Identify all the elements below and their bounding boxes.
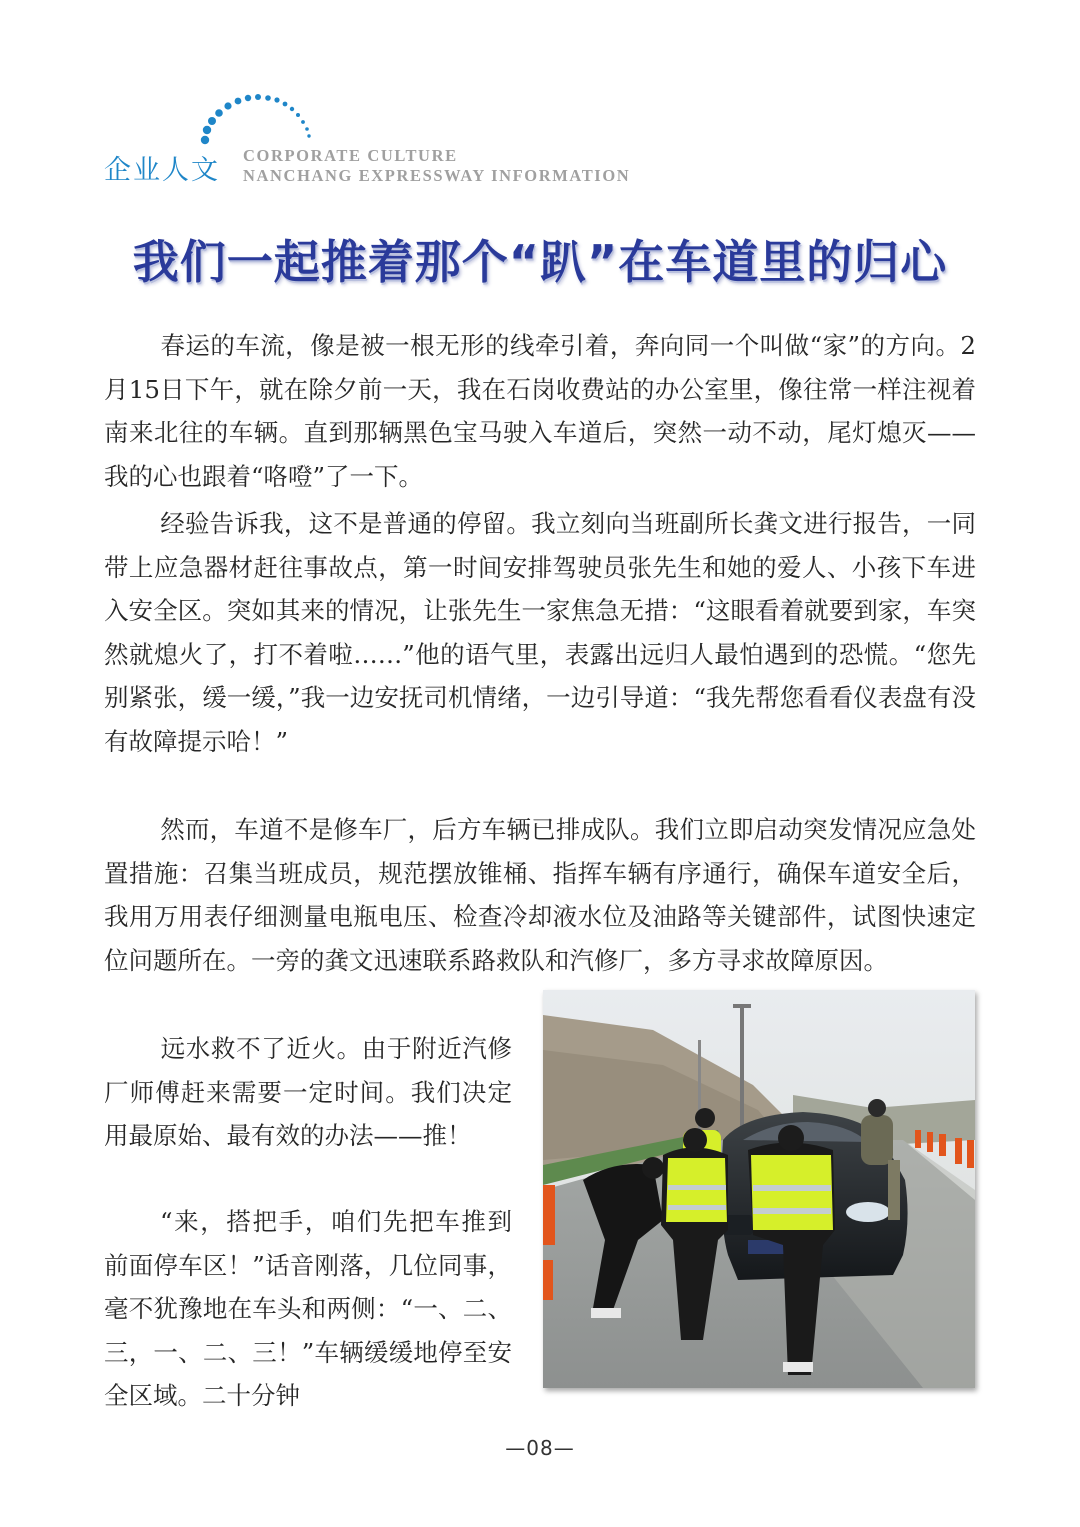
paragraph-5 bbox=[104, 1200, 512, 1418]
paragraph-4-text: 远水救不了近火。由于附近汽修厂师傅赶来需要一定时间。我们决定用最原始、最有效的办法——推！ bbox=[104, 1034, 512, 1150]
paragraph-1 bbox=[104, 324, 976, 498]
page-number: —08— bbox=[505, 1436, 575, 1460]
paragraph-3 bbox=[104, 808, 976, 982]
paragraph-5-text: “来，搭把手，咱们先把车推到前面停车区！”话音刚落，几位同事，毫不犹豫地在车头和两侧：“一、二、三，一、二、三！”车辆缓缓地停至安全区域。二十分钟 bbox=[104, 1207, 512, 1410]
paragraph-4 bbox=[104, 1027, 512, 1158]
paragraph-1-text: 春运的车流，像是被一根无形的线牵引着，奔向同一个叫做“家”的方向。2月15日下午，就在除夕前一天，我在石岗收费站的办公室里，像往常一样注视着南来北往的车辆。直到那辆黑色宝马驶入车道后，突然一动不动，尾灯熄灭——我的心也跟着“咯噔”了一下。 bbox=[104, 331, 976, 491]
photo-staff-pushing-car bbox=[543, 990, 975, 1388]
section-en-line2: NANCHANG EXPRESSWAY INFORMATION bbox=[243, 166, 631, 185]
paragraph-2 bbox=[104, 502, 976, 763]
article-title: 我们一起推着那个“趴”在车道里的归心 bbox=[132, 235, 948, 289]
section-title-en bbox=[243, 146, 630, 186]
paragraph-2-text: 经验告诉我，这不是普通的停留。我立刻向当班副所长龚文进行报告，一同带上应急器材赶往事故点，第一时间安排驾驶员张先生和她的爱人、小孩下车进入安全区。突如其来的情况，让张先生一家焦急无措：“这眼看着就要到家，车突然就熄火了，打不着啦……”他的语气里，表露出远归人最怕遇到的恐慌。“您先别紧张，缓一缓，”我一边安抚司机情绪，一边引导道：“我先帮您看看仪表盘有没有故障提示哈！” bbox=[104, 509, 976, 756]
section-en-line1: CORPORATE CULTURE bbox=[243, 146, 458, 165]
section-title-cn: 企业人文 bbox=[104, 155, 220, 186]
paragraph-3-text: 然而，车道不是修车厂，后方车辆已排成队。我们立即启动突发情况应急处置措施：召集当班成员，规范摆放锥桶、指挥车辆有序通行，确保车道安全后，我用万用表仔细测量电瓶电压、检查冷却液水位及油路等关键部件，试图快速定位问题所在。一旁的龚文迅速联系路救队和汽修厂，多方寻求故障原因。 bbox=[104, 815, 976, 975]
